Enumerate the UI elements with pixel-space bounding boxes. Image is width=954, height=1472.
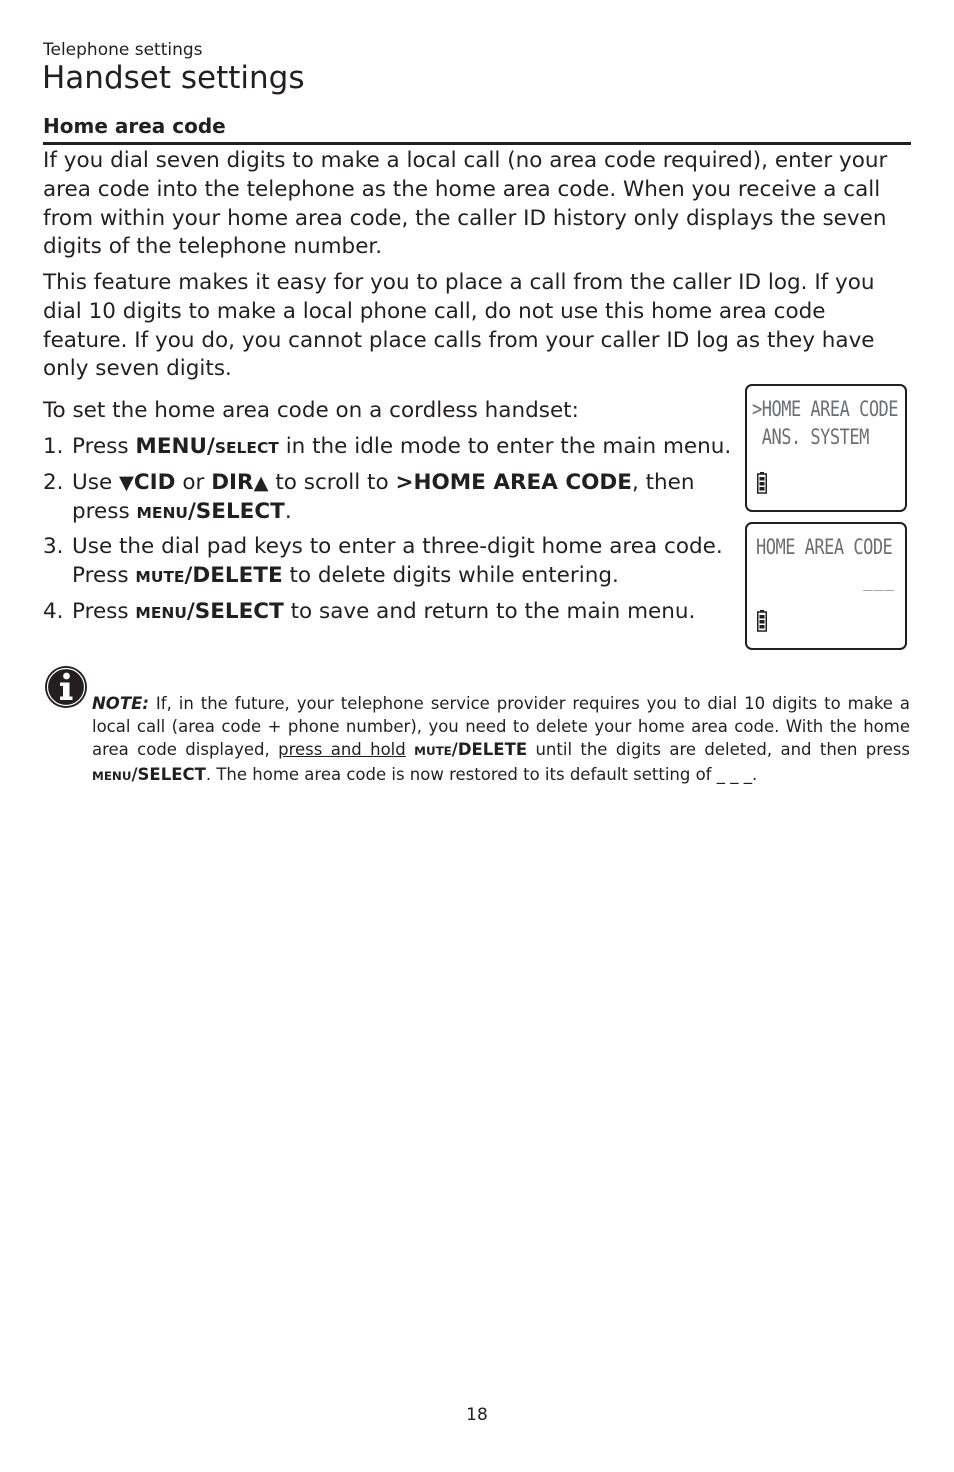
section-header [43,113,911,145]
screen-line-2: ANS. SYSTEM [752,425,869,450]
key-menu: MENU [135,603,187,622]
step-2: 2. Use ▼CID or DIR▲ to scroll to >HOME AREA CODE, then press MENU/SELECT. [43,469,695,524]
area-code-placeholder: ___ [863,572,895,591]
key-delete: /DELETE [451,740,528,759]
battery-icon [757,610,767,632]
handset-screen-entry [745,522,907,650]
key-menu: MENU [92,769,132,783]
step-number: 2. [43,469,64,495]
battery-icon [757,472,767,494]
steps-intro: To set the home area code on a cordless handset: [43,398,579,423]
key-select: /SELECT [186,598,284,624]
note-label: NOTE: [92,694,149,713]
step-4: 4. Press MENU/SELECT to save and return to the main menu. [43,598,748,628]
key-menu: MENU/ [135,434,215,459]
step-1: 1. Press MENU/SELECT in the idle mode to enter the main menu. [43,433,748,463]
press-and-hold-emphasis: press and hold [278,740,406,759]
key-menu: MENU [136,503,188,522]
steps-list [43,433,748,634]
key-select: SELECT [214,439,279,457]
handset-screen-menu [745,384,907,512]
page-number: 18 [466,1405,488,1425]
screen-line-1: >HOME AREA CODE [752,397,899,422]
info-icon [44,665,88,709]
step-number: 1. [43,434,64,459]
up-arrow-icon: ▲ [253,470,269,494]
key-dir: DIR [211,469,254,495]
note-text: NOTE: If, in the future, your telephone service provider requires you to dial 10 digits to make a local call (area code + phone number), you need to delete your home area code. With the home area code displayed, press and hold MUTE/DELETE until the digits are deleted, and then press MENU/SELECT. The home area code is now restored to its default setting of _ _ _. [92,694,911,784]
key-mute: MUTE [414,744,452,758]
paragraph-1: If you dial seven digits to make a local call (no area code required), enter your area code into the telephone as the home area code. When you receive a call from within your home area code, the caller ID history only displays the seven digits of the telephone number. [43,148,888,260]
step-3: 3. Use the dial pad keys to enter a three-digit home area code. Press MUTE/DELETE to delete digits while entering. [43,534,723,589]
key-select: /SELECT [187,498,285,524]
page-title: Handset settings [42,60,305,96]
step-number: 4. [43,598,64,624]
section-title: Home area code [43,114,226,138]
menu-item-home-area-code: >HOME AREA CODE [395,469,632,495]
step-number: 3. [43,534,64,560]
key-select: /SELECT [131,765,206,784]
key-mute: MUTE [135,568,185,587]
key-delete: /DELETE [184,563,283,589]
screen-line-1: HOME AREA CODE [756,535,893,560]
down-arrow-icon: ▼ [119,470,134,494]
key-cid: CID [133,469,176,495]
breadcrumb: Telephone settings [43,40,203,60]
paragraph-2: This feature makes it easy for you to place a call from the caller ID log. If you dial 10 digits to make a local phone call, do not use this home area code feature. If you do, you cannot place calls from your caller ID log as they have only seven digits. [43,270,875,382]
